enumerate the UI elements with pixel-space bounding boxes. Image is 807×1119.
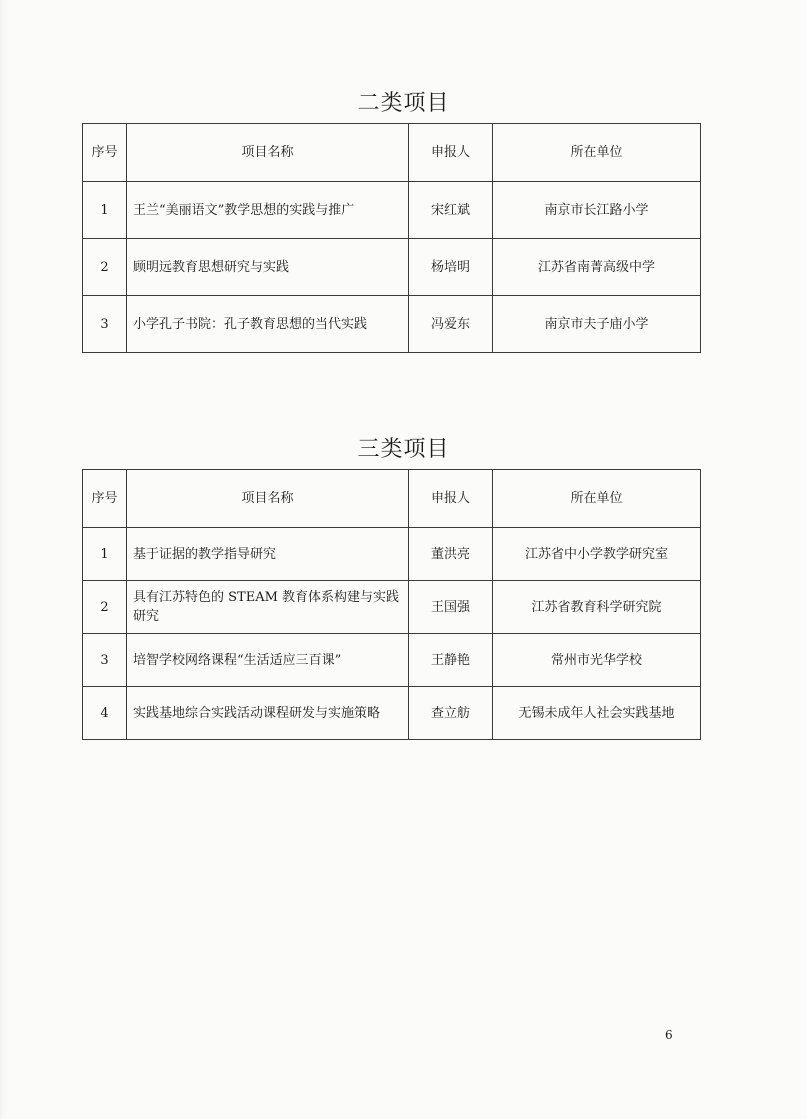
section-title-category-3: 三类项目 <box>357 437 450 462</box>
table-header-row <box>83 124 701 182</box>
cell-no: 4 <box>83 687 127 740</box>
cell-project-name: 具有江苏特色的 STEAM 教育体系构建与实践研究 <box>127 581 409 634</box>
table-row <box>83 182 701 239</box>
cell-applicant: 查立舫 <box>409 687 493 740</box>
cell-project-name: 实践基地综合实践活动课程研发与实施策略 <box>127 687 409 740</box>
cell-applicant: 冯爱东 <box>409 296 493 353</box>
cell-no: 3 <box>83 634 127 687</box>
header-no: 序号 <box>83 470 127 528</box>
cell-project-name: 基于证据的教学指导研究 <box>127 528 409 581</box>
cell-no: 3 <box>83 296 127 353</box>
cell-project-name: 小学孔子书院：孔子教育思想的当代实践 <box>127 296 409 353</box>
cell-unit: 江苏省南菁高级中学 <box>493 239 701 296</box>
cell-unit: 江苏省教育科学研究院 <box>493 581 701 634</box>
table-row <box>83 634 701 687</box>
header-project-name: 项目名称 <box>127 470 409 528</box>
table-row <box>83 528 701 581</box>
table-row <box>83 687 701 740</box>
cell-applicant: 王国强 <box>409 581 493 634</box>
header-no: 序号 <box>83 124 127 182</box>
cell-unit: 无锡未成年人社会实践基地 <box>493 687 701 740</box>
project-table-category-3 <box>82 469 701 740</box>
header-applicant: 申报人 <box>409 470 493 528</box>
project-table-category-2 <box>82 123 701 353</box>
header-unit: 所在单位 <box>493 124 701 182</box>
cell-applicant: 董洪亮 <box>409 528 493 581</box>
cell-unit: 江苏省中小学教学研究室 <box>493 528 701 581</box>
page-number: 6 <box>665 1028 673 1042</box>
cell-unit: 常州市光华学校 <box>493 634 701 687</box>
cell-no: 1 <box>83 528 127 581</box>
cell-applicant: 王静艳 <box>409 634 493 687</box>
cell-no: 2 <box>83 581 127 634</box>
cell-project-name: 培智学校网络课程“生活适应三百课” <box>127 634 409 687</box>
cell-applicant: 杨培明 <box>409 239 493 296</box>
cell-unit: 南京市长江路小学 <box>493 182 701 239</box>
table-row <box>83 239 701 296</box>
header-unit: 所在单位 <box>493 470 701 528</box>
cell-project-name: 顾明远教育思想研究与实践 <box>127 239 409 296</box>
header-project-name: 项目名称 <box>127 124 409 182</box>
table-row <box>83 296 701 353</box>
header-applicant: 申报人 <box>409 124 493 182</box>
cell-project-name: 王兰“美丽语文”教学思想的实践与推广 <box>127 182 409 239</box>
cell-applicant: 宋红斌 <box>409 182 493 239</box>
cell-no: 2 <box>83 239 127 296</box>
table-row <box>83 581 701 634</box>
cell-unit: 南京市夫子庙小学 <box>493 296 701 353</box>
cell-no: 1 <box>83 182 127 239</box>
section-title-category-2: 二类项目 <box>357 91 450 116</box>
table-header-row <box>83 470 701 528</box>
